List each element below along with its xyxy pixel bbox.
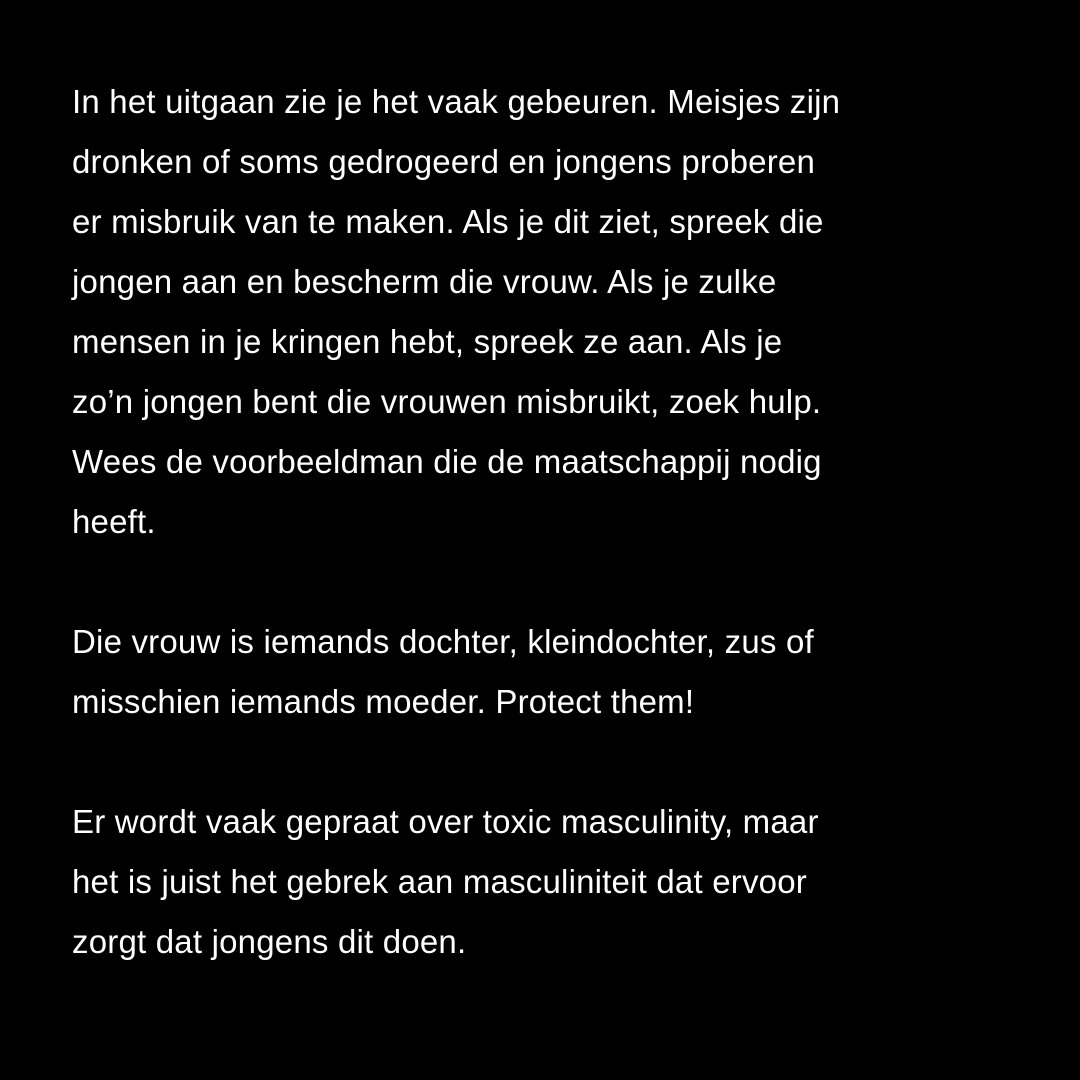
paragraph-line: zorgt dat jongens dit doen. bbox=[72, 923, 467, 960]
paragraph-3 bbox=[72, 792, 1032, 972]
paragraph-2 bbox=[72, 612, 1032, 732]
paragraph-line: mensen in je kringen hebt, spreek ze aan. Als je bbox=[72, 323, 783, 360]
paragraph-line: dronken of soms gedrogeerd en jongens proberen bbox=[72, 143, 816, 180]
paragraph-line: er misbruik van te maken. Als je dit ziet, spreek die bbox=[72, 203, 824, 240]
paragraph-spacer bbox=[72, 552, 1032, 612]
paragraph-line: Die vrouw is iemands dochter, kleindochter, zus of bbox=[72, 623, 814, 660]
paragraph-line: Er wordt vaak gepraat over toxic masculinity, maar bbox=[72, 803, 819, 840]
paragraph-line: jongen aan en bescherm die vrouw. Als je zulke bbox=[72, 263, 777, 300]
paragraph-line: het is juist het gebrek aan masculiniteit dat ervoor bbox=[72, 863, 807, 900]
paragraph-spacer bbox=[72, 732, 1032, 792]
paragraph-line: zo’n jongen bent die vrouwen misbruikt, zoek hulp. bbox=[72, 383, 822, 420]
paragraph-line: heeft. bbox=[72, 503, 156, 540]
paragraph-1 bbox=[72, 72, 1032, 552]
text-body bbox=[72, 72, 1032, 972]
paragraph-line: In het uitgaan zie je het vaak gebeuren. Meisjes zijn bbox=[72, 83, 841, 120]
paragraph-line: misschien iemands moeder. Protect them! bbox=[72, 683, 695, 720]
paragraph-line: Wees de voorbeeldman die de maatschappij nodig bbox=[72, 443, 822, 480]
